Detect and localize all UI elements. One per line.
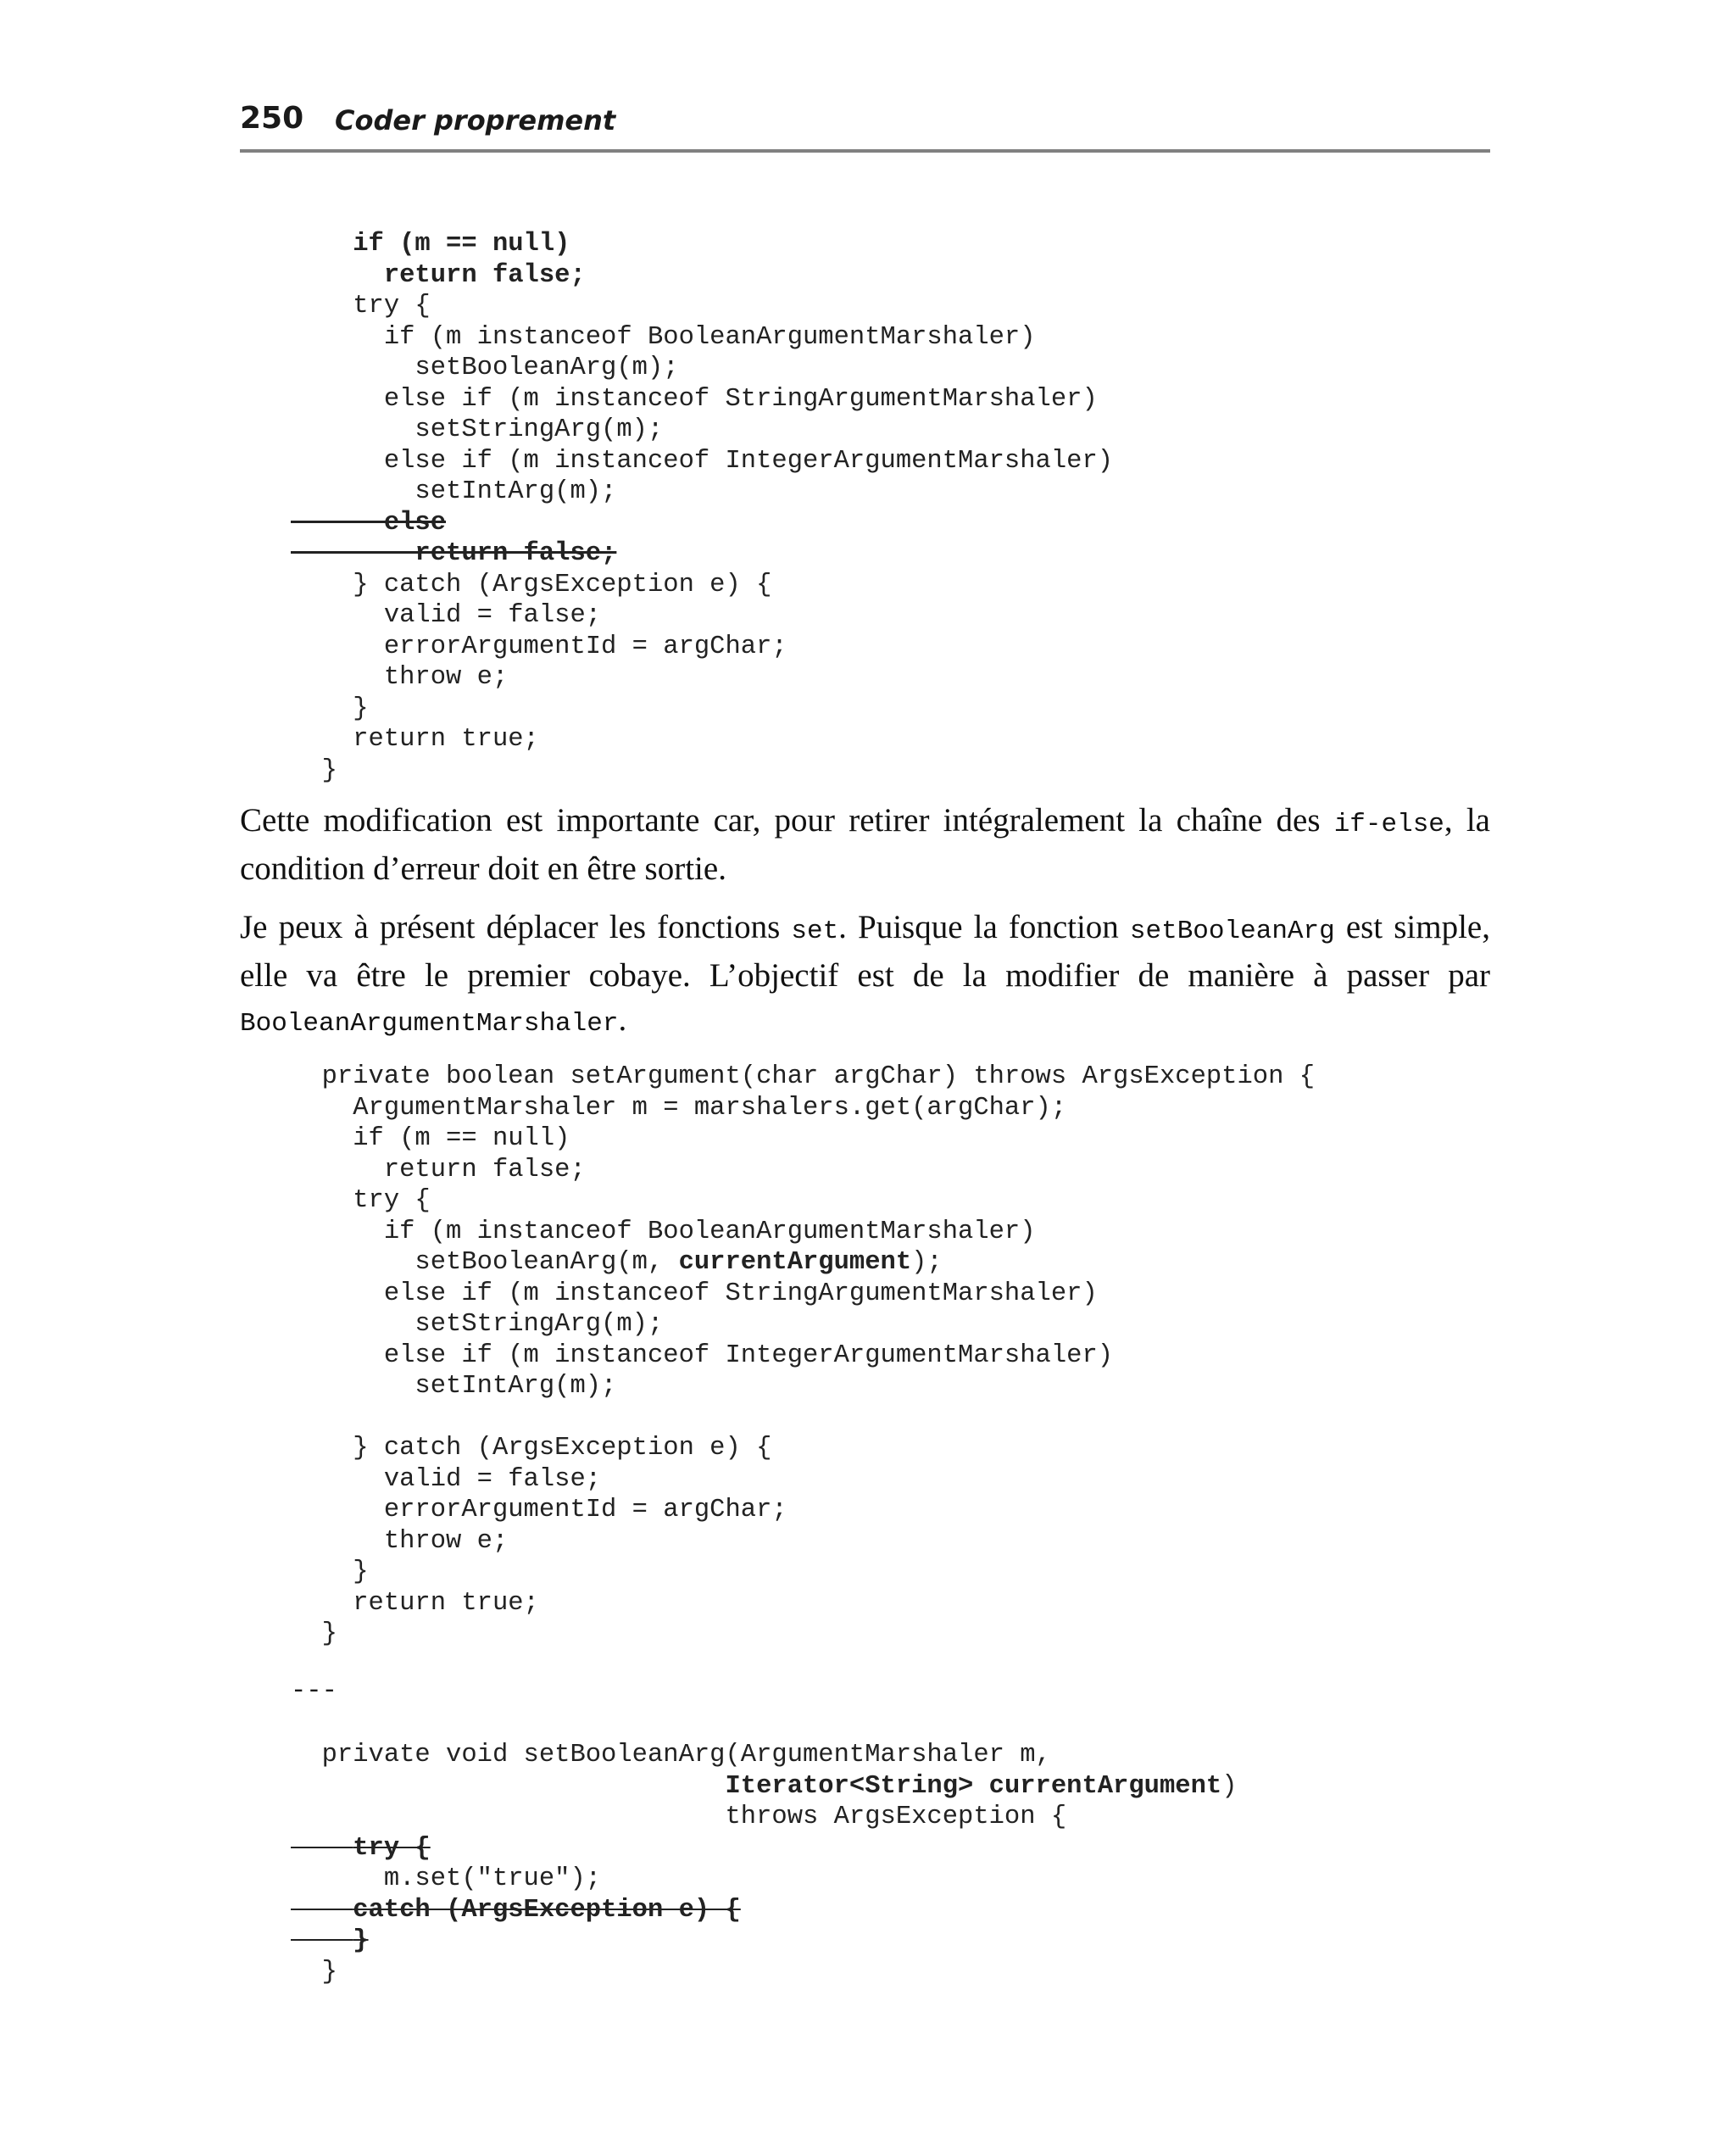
code-line: valid = false; (291, 601, 602, 630)
para-text: , la condition d’erreur doit en être sortie. (240, 802, 1490, 887)
code-line: try { (291, 292, 431, 320)
code-text: if (m == null) (291, 230, 570, 259)
code-line: else if (m instanceof IntegerArgumentMarshaler) (291, 1340, 1114, 1370)
header-rule (240, 149, 1490, 153)
code-line: try { (291, 1186, 431, 1215)
code-line (291, 260, 1113, 292)
deleted-code-text: catch (ArgsException e) { (353, 1895, 741, 1925)
book-title: Coder proprement (335, 104, 616, 137)
code-line: if (m instanceof BooleanArgumentMarshaler) (291, 322, 1036, 352)
inline-code: setBooleanArg (1129, 917, 1335, 946)
code-text-bold: currentArgument (678, 1248, 912, 1277)
code-line: setIntArg(m); (291, 477, 617, 506)
code-block-1 (291, 229, 1113, 786)
code-text-bold: Iterator<String> currentArgument (725, 1771, 1222, 1801)
code-line: throw e; (291, 663, 509, 692)
code-line: if (m instanceof BooleanArgumentMarshaler) (291, 1217, 1036, 1246)
code-line (291, 229, 1113, 260)
code-block-2 (291, 1062, 1315, 1650)
code-line: setIntArg(m); (291, 1372, 617, 1401)
code-line: errorArgumentId = argChar; (291, 1496, 787, 1524)
code-line: return true; (291, 1588, 539, 1618)
code-line: setStringArg(m); (291, 415, 664, 444)
code-line: } (291, 1957, 337, 1987)
code-line: } catch (ArgsException e) { (291, 570, 772, 599)
code-text: return false; (291, 260, 586, 290)
inline-code: BooleanArgumentMarshaler (240, 1009, 619, 1039)
code-line: else if (m instanceof StringArgumentMarshaler) (291, 1279, 1098, 1308)
code-line-deleted (291, 508, 1113, 539)
deleted-code-text: } (353, 1926, 369, 1955)
code-line: throw e; (291, 1526, 509, 1556)
code-line-deleted (291, 538, 1113, 570)
code-line-deleted (291, 1833, 1238, 1864)
code-line: if (m == null) (291, 1124, 570, 1153)
code-line: setBooleanArg(m); (291, 354, 679, 382)
code-line-deleted (291, 1925, 1238, 1957)
code-line: } (291, 755, 337, 785)
code-line: else if (m instanceof StringArgumentMarshaler) (291, 384, 1098, 414)
code-line (291, 1247, 1315, 1279)
code-line: errorArgumentId = argChar; (291, 632, 787, 661)
code-line: return false; (291, 1155, 586, 1184)
code-line: valid = false; (291, 1464, 602, 1494)
inline-code: set (791, 917, 839, 946)
deleted-code-text: return false; (291, 539, 617, 568)
para-text: . Puisque la fonction (838, 909, 1130, 945)
para-text: . (618, 1001, 627, 1038)
page-number: 250 (240, 101, 304, 136)
code-line (291, 1771, 1238, 1803)
para-text: Cette modification est importante car, pour retirer intégralement la chaîne des (240, 802, 1334, 839)
para-text: est simple, elle va être le premier cobaye. L’objectif est de la modifier de manière à passer par (240, 909, 1490, 994)
deleted-code-indent (291, 1926, 353, 1955)
paragraph-1 (240, 799, 1490, 891)
code-line: return true; (291, 725, 539, 754)
code-line: } (291, 1619, 337, 1648)
paragraph-2 (240, 906, 1490, 1046)
code-block-3 (291, 1740, 1238, 1987)
page-header (240, 95, 1490, 151)
inline-code: if-else (1333, 810, 1444, 839)
code-line: private boolean setArgument(char argChar) throws ArgsException { (291, 1062, 1315, 1091)
para-text: Je peux à présent déplacer les fonctions (240, 909, 792, 945)
deleted-code-indent (291, 1896, 353, 1925)
code-line: } (291, 694, 369, 723)
code-indent (291, 1772, 725, 1801)
deleted-code-text: else (291, 508, 447, 538)
code-line (291, 1402, 1315, 1434)
code-line: } (291, 1558, 369, 1586)
code-line: m.set("true"); (291, 1864, 602, 1893)
deleted-code-text: try { (353, 1833, 431, 1863)
deleted-code-indent (291, 1834, 353, 1863)
code-line: } catch (ArgsException e) { (291, 1434, 772, 1463)
code-text: ); (911, 1248, 943, 1277)
code-separator: --- (291, 1677, 337, 1706)
code-line: setStringArg(m); (291, 1310, 664, 1339)
code-text: ) (1221, 1771, 1238, 1801)
code-line-deleted (291, 1895, 1238, 1926)
code-line: else if (m instanceof IntegerArgumentMarshaler) (291, 446, 1114, 476)
code-text: setBooleanArg(m, (291, 1248, 679, 1277)
code-line: throws ArgsException { (291, 1803, 1067, 1831)
code-line: private void setBooleanArg(ArgumentMarshaler m, (291, 1741, 1051, 1769)
code-line: ArgumentMarshaler m = marshalers.get(argChar); (291, 1093, 1067, 1123)
